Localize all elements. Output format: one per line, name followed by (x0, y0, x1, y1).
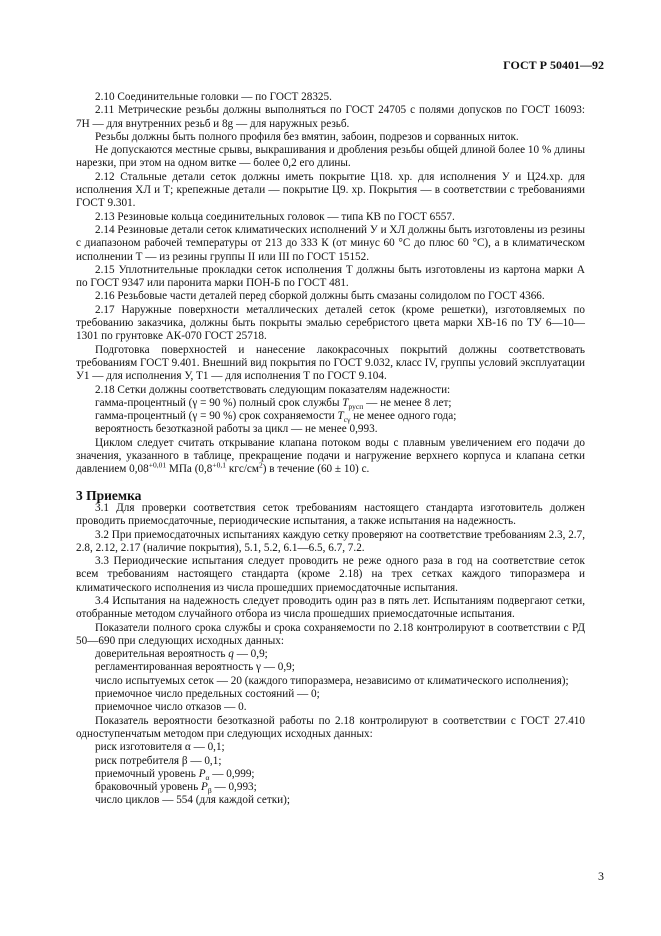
paragraph-2-15: 2.15 Уплотнительные прокладки сеток исполнения Т должны быть изготовлены из картона марки А по ГОСТ 9347 или паронита марки ПОН-Б по ГОСТ 481. (76, 263, 585, 290)
input-item-consumer-risk: риск потребителя β — 0,1; (95, 754, 222, 767)
paragraph-3-4: 3.4 Испытания на надежность следует проводить один раз в пять лет. Испытаниям подвергают сетки, отобранные методом случайного отбора из числа прошедших приемосдаточные испытания. (76, 594, 585, 621)
paragraph-2-17: 2.17 Наружные поверхности металлических деталей сеток (кроме решетки), изготовляемых по требованию заказчика, должны быть покрыты эмалью серебристого цвета марки ХВ-16 по ТУ 6—10—1301 по грунтовке АК-070 ГОСТ 25718. (76, 303, 585, 343)
input-item-rejection-level: браковочный уровень $P_\beta$ — 0,993; (95, 781, 257, 796)
input-item-acceptance-level: приемочный уровень $P_\alpha$ — 0,999; (95, 767, 255, 783)
input-item-limit-states: приемочное число предельных состояний — 0; (95, 688, 320, 701)
paragraph-3-1: 3.1 Для проверки соответствия сеток требованиям настоящего стандарта изготовитель должен проводить приемосдаточные, периодические испытания, а также испытания на надежность. (76, 501, 585, 528)
input-item-regulated-probability: регламентированная вероятность γ — 0,9; (95, 661, 295, 674)
document-code-header: ГОСТ Р 50401—92 (503, 58, 604, 72)
page-number: 3 (598, 869, 604, 883)
reliability-item-failure-free: вероятность безотказной работы за цикл — не менее 0,993. (95, 423, 378, 436)
input-item-failures: приемочное число отказов — 0. (95, 701, 247, 714)
reliability-item-service-life: гамма-процентный (γ = 90 %) полный срок службы $Т_{русп}$ — не менее 8 лет; (95, 396, 452, 412)
paragraph-cycle-definition: Циклом следует считать открывание клапана потоком воды с плавным увеличением его подачи до значения, указанного в таблице, прекращение подачи и нагружение верхнего корпуса и клапана сетки давлением $0,08^{+0,01}$ МПа ($0,8^{+0,1}$ кгс/$см^2$) в течение (60 ± 10) с. (76, 436, 585, 476)
paragraph-2-16: 2.16 Резьбовые части деталей перед сборкой должны быть смазаны солидолом по ГОСТ 4366. (95, 290, 545, 303)
paragraph-2-18: 2.18 Сетки должны соответствовать следующим показателям надежности: (95, 383, 451, 396)
paragraph-2-13: 2.13 Резиновые кольца соединительных головок — типа КВ по ГОСТ 6557. (95, 210, 455, 223)
paragraph-2-11: 2.11 Метрические резьбы должны выполняться по ГОСТ 24705 с полями допусков по ГОСТ 16093: 7Н — для внутренних резьб и 8g — для наружных резьб. (76, 104, 585, 130)
paragraph-2-17-coating: Подготовка поверхностей и нанесение лакокрасочных покрытий должны соответствовать требованиям ГОСТ 9.401. Внешний вид покрытия по ГОСТ 9.032, класс IV, группы условий эксплуатации У1 — для исполнения У, Т1 — для исполнения Т по ГОСТ 9.104. (76, 343, 585, 383)
section-title: 3 Приемка (76, 487, 142, 503)
input-item-confidence: доверительная вероятность q — 0,9; (95, 648, 268, 661)
paragraph-2-12: 2.12 Стальные детали сеток должны иметь покрытие Ц18. хр. для исполнения У и Ц24.хр. для исполнения ХЛ и Т; крепежные детали — покрытие Ц9. хр. Покрытия — в соответствии с требованиями ГОСТ 9.301. (76, 170, 585, 210)
input-item-cycles: число циклов — 554 (для каждой сетки); (95, 794, 290, 807)
paragraph-3-4-reliability-control: Показатель вероятности безотказной работы по 2.18 контролируют в соответствии с ГОСТ 27.410 одноступенчатым методом при следующих исходных данных: (76, 714, 585, 740)
paragraph-3-4-service-life-control: Показатели полного срока службы и срока сохраняемости по 2.18 контролируют в соответствии с РД 50—690 при следующих исходных данных: (76, 621, 585, 647)
document-body (76, 91, 585, 808)
input-item-producer-risk: риск изготовителя α — 0,1; (95, 741, 225, 754)
paragraph-3-3: 3.3 Периодические испытания следует проводить не реже одного раза в год на соответствие сеток всем требованиям настоящего стандарта (кроме 2.18) на трех сетках каждого типоразмера и климатического исполнения из числа прошедших приемосдаточные испытания. (76, 555, 585, 594)
paragraph-2-11-defects: Не допускаются местные срывы, выкрашивания и дробления резьбы общей длиной более 10 % длины нарезки, при этом на одном витке — более 0,2 его длины. (76, 144, 585, 170)
paragraph-3-2: 3.2 При приемосдаточных испытаниях каждую сетку проверяют на соответствие требованиям 2.3, 2.7, 2.8, 2.12, 2.17 (наличие покрытия), 5.1, 5.2, 6.1—6.5, 6.7, 7.2. (76, 528, 585, 554)
input-item-sample-size: число испытуемых сеток — 20 (каждого типоразмера, независимо от климатического исполнения); (95, 674, 569, 687)
paragraph-2-11-thread-profile: Резьбы должны быть полного профиля без вмятин, забоин, подрезов и сорванных ниток. (95, 130, 519, 143)
paragraph-2-10: 2.10 Соединительные головки — по ГОСТ 28325. (95, 91, 332, 103)
reliability-item-storage-life: гамма-процентный (γ = 90 %) срок сохраняемости $Т_{с\gamma}$ не менее одного года; (95, 410, 457, 425)
paragraph-2-14: 2.14 Резиновые детали сеток климатических исполнений У и ХЛ должны быть изготовлены из резины с диапазоном рабочей температуры от 213 до 333 К (от минус 60 °С до плюс 60 °С), а в климатическом исполнении Т — из резины группы II или III по ГОСТ 15152. (76, 223, 585, 263)
